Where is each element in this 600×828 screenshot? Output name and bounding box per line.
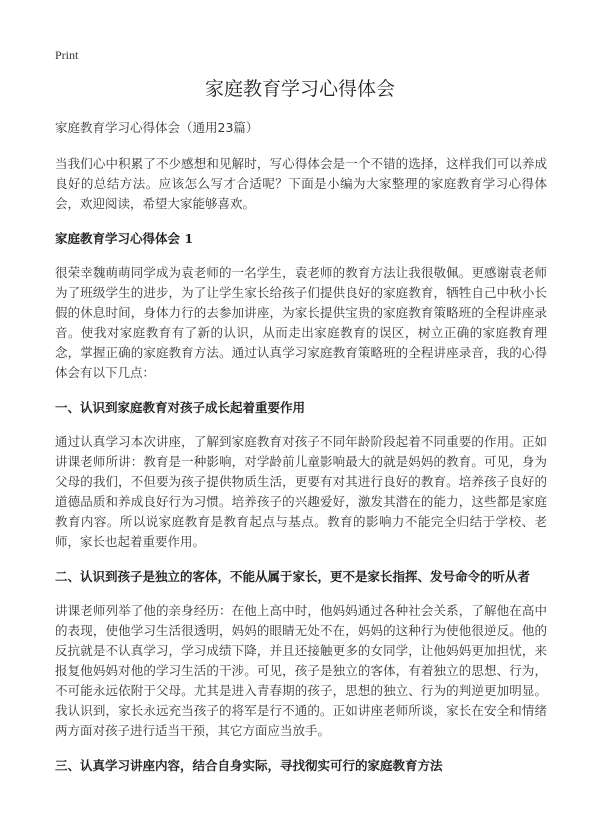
document-subtitle: 家庭教育学习心得体会（通用23篇） [55,120,259,135]
document-body [55,118,547,790]
print-link[interactable]: Print [55,48,79,62]
section-paragraph-1: 通过认真学习本次讲座，了解到家庭教育对孩子不同年龄阶段起着不同重要的作用。正如讲课老师所讲：教育是一种影响，对学龄前儿童影响最大的就是妈妈的教育。可见，身为父母的我们，不但要为孩子提供物质生活，更要有对其进行良好的教育。培养孩子良好的道德品质和养成良好行为习惯。培养孩子的兴趣爱好，激发其潜在的能力，这些都是家庭教育内容。所以说家庭教育是教育起点与基点。教育的影响力不能完全归结于学校、老师，家长也起着重要作用。 [55,434,547,549]
article-intro-paragraph: 很荣幸魏萌萌同学成为袁老师的一名学生，袁老师的教育方法让我很敬佩。更感谢袁老师为了班级学生的进步，为了让学生家长给孩子们提供良好的家庭教育，牺牲自己中秋小长假的休息时间，身体力行的去参加讲座，为家长提供宝贵的家庭教育策略班的全程讲座录音。使我对家庭教育有了新的认识，从而走出家庭教育的误区，树立正确的家庭教育理念，掌握正确的家庭教育方法。通过认真学习家庭教育策略班的全程讲座录音，我的心得体会有以下几点： [55,265,547,380]
page-title: 家庭教育学习心得体会 [204,78,395,100]
section-heading-2: 二、认识到孩子是独立的客体，不能从属于家长，更不是家长指挥、发号命令的听从者 [55,569,531,584]
section-paragraph-2: 讲课老师列举了他的亲身经历：在他上高中时，他妈妈通过各种社会关系，了解他在高中的表现，使他学习生活很透明，妈妈的眼睛无处不在，妈妈的这种行为使他很逆反。他的反抗就是不认真学习，学习成绩下降，并且还接触更多的女同学，让他妈妈更加担忧，来报复他妈妈对他的学习生活的干涉。可见，孩子是独立的客体，有着独立的思想、行为，不可能永远依附于父母。尤其是进入青春期的孩子，思想的独立、行为的判逆更加明显。我认识到，家长永远充当孩子的将军是行不通的。正如讲座老师所谈，家长在安全和情绪两方面对孩子进行适当干预，其它方面应当放手。 [55,603,547,738]
intro-paragraph: 当我们心中积累了不少感想和见解时，写心得体会是一个不错的选择，这样我们可以养成良好的总结方法。应该怎么写才合适呢？下面是小编为大家整理的家庭教育学习心得体会，欢迎阅读，希望大家能够喜欢。 [55,156,547,211]
section-heading-1: 一、认识到家庭教育对孩子成长起着重要作用 [55,400,306,415]
article-heading: 家庭教育学习心得体会 1 [55,231,194,246]
section-heading-3: 三、认真学习讲座内容，结合自身实际，寻找彻实可行的家庭教育方法 [55,758,443,773]
